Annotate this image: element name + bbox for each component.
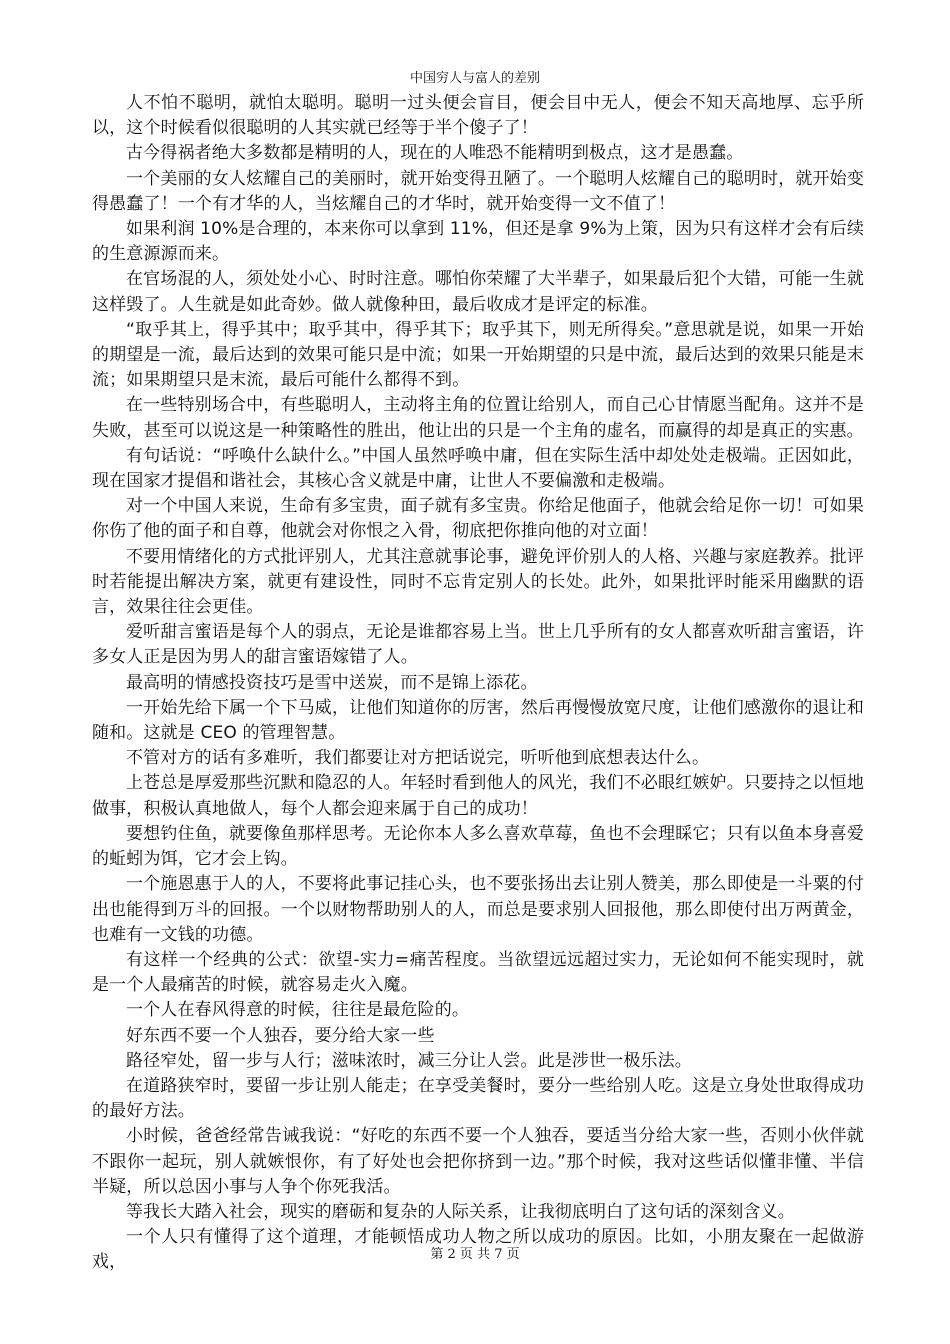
paragraph: 上苍总是厚爱那些沉默和隐忍的人。年轻时看到他人的风光，我们不必眼红嫉妒。只要持之以恒地做事，积极认真地做人，每个人都会迎来属于自己的成功！ — [92, 773, 864, 819]
paragraph: 一个人只有懂得了这个道理，才能顿悟成功人物之所以成功的原因。比如，小朋友聚在一起做游戏， — [92, 1227, 864, 1273]
paragraph: 小时候，爸爸经常告诫我说：“好吃的东西不要一个人独吞，要适当分给大家一些，否则小伙伴就不跟你一起玩，别人就嫉恨你，有了好处也会把你挤到一边。”那个时候，我对这些话似懂非懂、半信半疑，所以总因小事与人争个你死我活。 — [92, 1126, 864, 1197]
document-body — [92, 91, 864, 1276]
paragraph: 爱听甜言蜜语是每个人的弱点，无论是谁都容易上当。世上几乎所有的女人都喜欢听甜言蜜语，许多女人正是因为男人的甜言蜜语嫁错了人。 — [92, 622, 864, 668]
paragraph: 人不怕不聪明，就怕太聪明。聪明一过头便会盲目，便会目中无人，便会不知天高地厚、忘乎所以，这个时候看似很聪明的人其实就已经等于半个傻子了！ — [92, 93, 864, 139]
paragraph: 一个人在春风得意的时候，往往是最危险的。 — [126, 1000, 469, 1021]
paragraph: 如果利润 10%是合理的，本来你可以拿到 11%，但还是拿 9%为上策，因为只有这样才会有后续的生意源源而来。 — [92, 219, 864, 265]
paragraph: 在一些特别场合中，有些聪明人，主动将主角的位置让给别人，而自己心甘情愿当配角。这并不是失败，甚至可以说这是一种策略性的胜出，他让出的只是一个主角的虚名，而赢得的却是真正的实惠。 — [92, 395, 864, 441]
paragraph: 对一个中国人来说，生命有多宝贵，面子就有多宝贵。你给足他面子，他就会给足你一切！可如果你伤了他的面子和自尊，他就会对你恨之入骨，彻底把你推向他的对立面！ — [92, 496, 864, 542]
paragraph: 等我长大踏入社会，现实的磨砺和复杂的人际关系，让我彻底明白了这句话的深刻含义。 — [126, 1201, 795, 1222]
page-number: 第 2 页 共 7 页 — [430, 1247, 520, 1262]
paragraph: 路径窄处，留一步与人行；滋味浓时，减三分让人尝。此是涉世一极乐法。 — [126, 1050, 692, 1071]
paragraph: 好东西不要一个人独吞，要分给大家一些 — [126, 1025, 435, 1046]
paragraph: 一个施恩惠于人的人，不要将此事记挂心头，也不要张扬出去让别人赞美，那么即使是一斗粟的付出也能得到万斗的回报。一个以财物帮助别人的人，而总是要求别人回报他，那么即使付出万两黄金，也难有一文钱的功德。 — [92, 874, 864, 945]
paragraph: 在道路狭窄时，要留一步让别人能走；在享受美餐时，要分一些给别人吃。这是立身处世取得成功的最好方法。 — [92, 1075, 864, 1122]
page-header: 中国穷人与富人的差别 — [409, 71, 540, 86]
paragraph: 一个美丽的女人炫耀自己的美丽时，就开始变得丑陋了。一个聪明人炫耀自己的聪明时，就开始变得愚蠢了！一个有才华的人，当炫耀自己的才华时，就开始变得一文不值了！ — [92, 168, 864, 214]
paragraph: 不管对方的话有多难听，我们都要让对方把话说完，听听他到底想表达什么。 — [126, 748, 710, 769]
paragraph: 最高明的情感投资技巧是雪中送炭，而不是锦上添花。 — [126, 672, 538, 693]
paragraph: 古今得祸者绝大多数都是精明的人，现在的人唯恐不能精明到极点，这才是愚蠢。 — [126, 143, 744, 164]
paragraph: 在官场混的人，须处处小心、时时注意。哪怕你荣耀了大半辈子，如果最后犯个大错，可能一生就这样毁了。人生就是如此奇妙。做人就像种田，最后收成才是评定的标准。 — [92, 269, 864, 315]
paragraph: 一开始先给下属一个下马威，让他们知道你的厉害，然后再慢慢放宽尺度，让他们感激你的退让和随和。这就是 CEO 的管理智慧。 — [92, 697, 864, 744]
paragraph: 有句话说：“呼唤什么缺什么。”中国人虽然呼唤中庸，但在实际生活中却处处走极端。正因如此，现在国家才提倡和谐社会，其核心含义就是中庸，让世人不要偏激和走极端。 — [92, 445, 864, 492]
paragraph: “取乎其上，得乎其中；取乎其中，得乎其下；取乎其下，则无所得矣。”意思就是说，如果一开始的期望是一流，最后达到的效果可能只是中流；如果一开始期望的只是中流，最后达到的效果只能是末流；如果期望只是末流，最后可能什么都得不到。 — [92, 319, 864, 391]
paragraph: 要想钓住鱼，就要像鱼那样思考。无论你本人多么喜欢草莓，鱼也不会理睬它；只有以鱼本身喜爱的蚯蚓为饵，它才会上钩。 — [92, 823, 864, 870]
paragraph: 不要用情绪化的方式批评别人，尤其注意就事论事，避免评价别人的人格、兴趣与家庭教养。批评时若能提出解决方案，就更有建设性，同时不忘肯定别人的长处。此外，如果批评时能采用幽默的语言，效果往往会更佳。 — [92, 546, 864, 618]
paragraph: 有这样一个经典的公式：欲望-实力=痛苦程度。当欲望远远超过实力，无论如何不能实现时，就是一个人最痛苦的时候，就容易走火入魔。 — [92, 949, 864, 996]
